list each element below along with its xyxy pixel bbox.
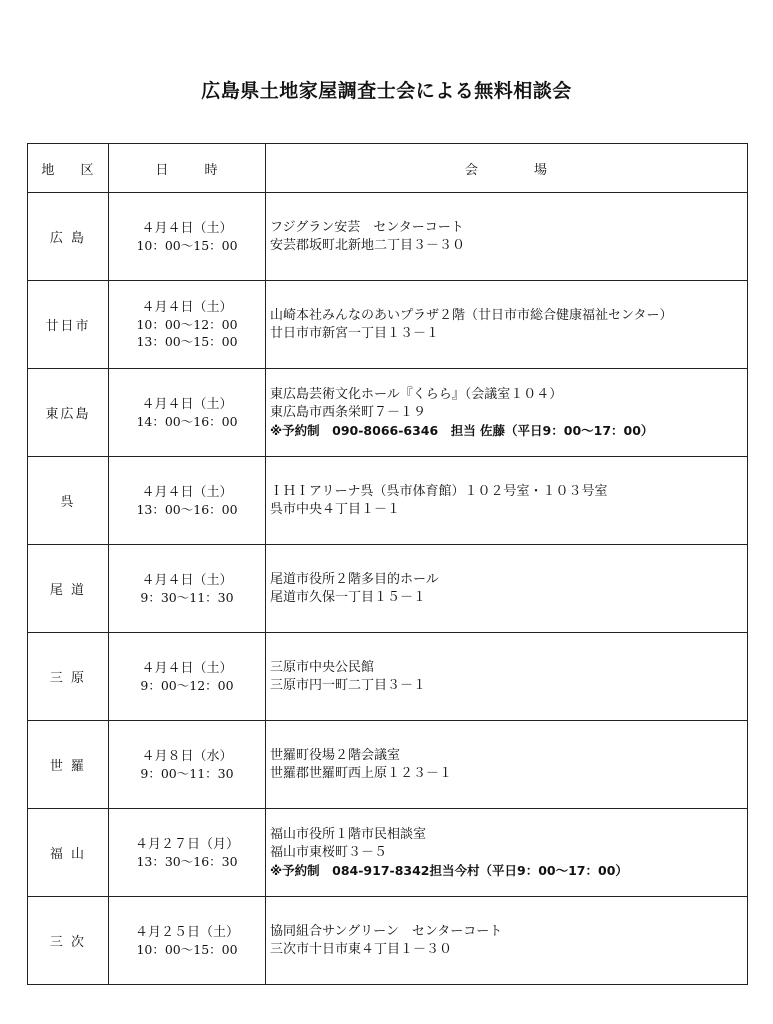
venue-cell [266, 809, 748, 897]
venue-name: 三原市中央公民館 [270, 659, 375, 675]
date-cell [109, 721, 266, 809]
reservation-note: ※予約制 084-917-8342担当今村（平日9：00〜17：00） [270, 862, 628, 878]
area-cell: 三 原 [28, 633, 109, 721]
table-row [28, 809, 748, 897]
area-cell: 三 次 [28, 897, 109, 985]
event-time: 9：00〜12：00 [140, 677, 234, 693]
event-date: ４月２５日（土） [134, 924, 239, 940]
date-cell [109, 633, 266, 721]
event-time: 10：00〜15：00 [136, 237, 238, 253]
event-date: ４月２７日（月） [134, 836, 239, 852]
area-cell: 福 山 [28, 809, 109, 897]
event-time: 10：00〜12：00 [136, 317, 238, 332]
table-row [28, 193, 748, 281]
area-cell: 広 島 [28, 193, 109, 281]
venue-cell [266, 721, 748, 809]
event-date: ４月８日（水） [141, 748, 233, 764]
event-date: ４月４日（土） [141, 396, 233, 412]
table-row [28, 545, 748, 633]
header-date: 日 時 [109, 144, 266, 193]
venue-cell [266, 457, 748, 545]
date-cell [109, 369, 266, 457]
venue-name: フジグラン安芸 センターコート [270, 219, 464, 235]
event-time: 13：00〜15：00 [136, 334, 238, 349]
venue-address: 廿日市市新宮一丁目１３－１ [270, 325, 440, 341]
event-time: 9：00〜11：30 [140, 765, 234, 781]
venue-address: 東広島市西条栄町７－１９ [270, 404, 427, 420]
event-time: 9：30〜11：30 [140, 589, 234, 605]
venue-address: 福山市東桜町３－５ [270, 844, 388, 860]
venue-address: 世羅郡世羅町西上原１２３－１ [270, 765, 453, 781]
date-cell [109, 281, 266, 369]
area-cell: 廿日市 [28, 281, 109, 369]
event-time: 13：30〜16：30 [136, 853, 238, 869]
table-row [28, 457, 748, 545]
venue-name: 山崎本社みんなのあいプラザ２階（廿日市市総合健康福祉センター） [270, 307, 673, 323]
venue-name: 尾道市役所２階多目的ホール [270, 571, 439, 587]
area-cell: 世 羅 [28, 721, 109, 809]
event-date: ４月４日（土） [141, 484, 233, 500]
venue-name: ＩＨＩアリーナ呉（呉市体育館）１０２号室・１０３号室 [270, 483, 608, 499]
event-date: ４月４日（土） [141, 572, 233, 588]
venue-name: 福山市役所１階市民相談室 [270, 826, 427, 842]
date-cell [109, 809, 266, 897]
table-row [28, 721, 748, 809]
table-row [28, 633, 748, 721]
page-title: 広島県土地家屋調査士会による無料相談会 [201, 80, 572, 102]
date-cell [109, 545, 266, 633]
venue-address: 安芸郡坂町北新地二丁目３－３０ [270, 237, 466, 253]
area-cell: 呉 [28, 457, 109, 545]
event-time: 13：00〜16：00 [136, 501, 238, 517]
venue-name: 世羅町役場２階会議室 [270, 747, 401, 763]
date-cell [109, 457, 266, 545]
venue-address: 尾道市久保一丁目１５－１ [270, 589, 427, 605]
venue-cell [266, 897, 748, 985]
table-row [28, 281, 748, 369]
venue-cell [266, 281, 748, 369]
event-time: 10：00〜15：00 [136, 941, 238, 957]
date-cell [109, 193, 266, 281]
venue-cell [266, 193, 748, 281]
consultation-schedule-table [27, 143, 748, 985]
header-venue: 会 場 [266, 144, 748, 193]
area-cell: 尾 道 [28, 545, 109, 633]
event-date: ４月４日（土） [141, 220, 233, 236]
venue-address: 呉市中央４丁目１－１ [270, 501, 401, 517]
header-area: 地 区 [28, 144, 109, 193]
event-date: ４月４日（土） [141, 300, 233, 315]
reservation-note: ※予約制 090-8066-6346 担当 佐藤（平日9：00〜17：00） [270, 422, 654, 438]
table-header-row [28, 144, 748, 193]
table-row [28, 369, 748, 457]
venue-name: 協同組合サングリーン センターコート [270, 923, 503, 939]
table-row [28, 897, 748, 985]
venue-name: 東広島芸術文化ホール『くらら』（会議室１０４） [270, 386, 563, 402]
venue-address: 三原市円一町二丁目３－１ [270, 677, 427, 693]
event-time: 14：00〜16：00 [136, 413, 238, 429]
venue-address: 三次市十日市東４丁目１－３０ [270, 941, 453, 957]
date-cell [109, 897, 266, 985]
event-date: ４月４日（土） [141, 660, 233, 676]
venue-cell [266, 545, 748, 633]
venue-cell [266, 369, 748, 457]
area-cell: 東広島 [28, 369, 109, 457]
venue-cell [266, 633, 748, 721]
